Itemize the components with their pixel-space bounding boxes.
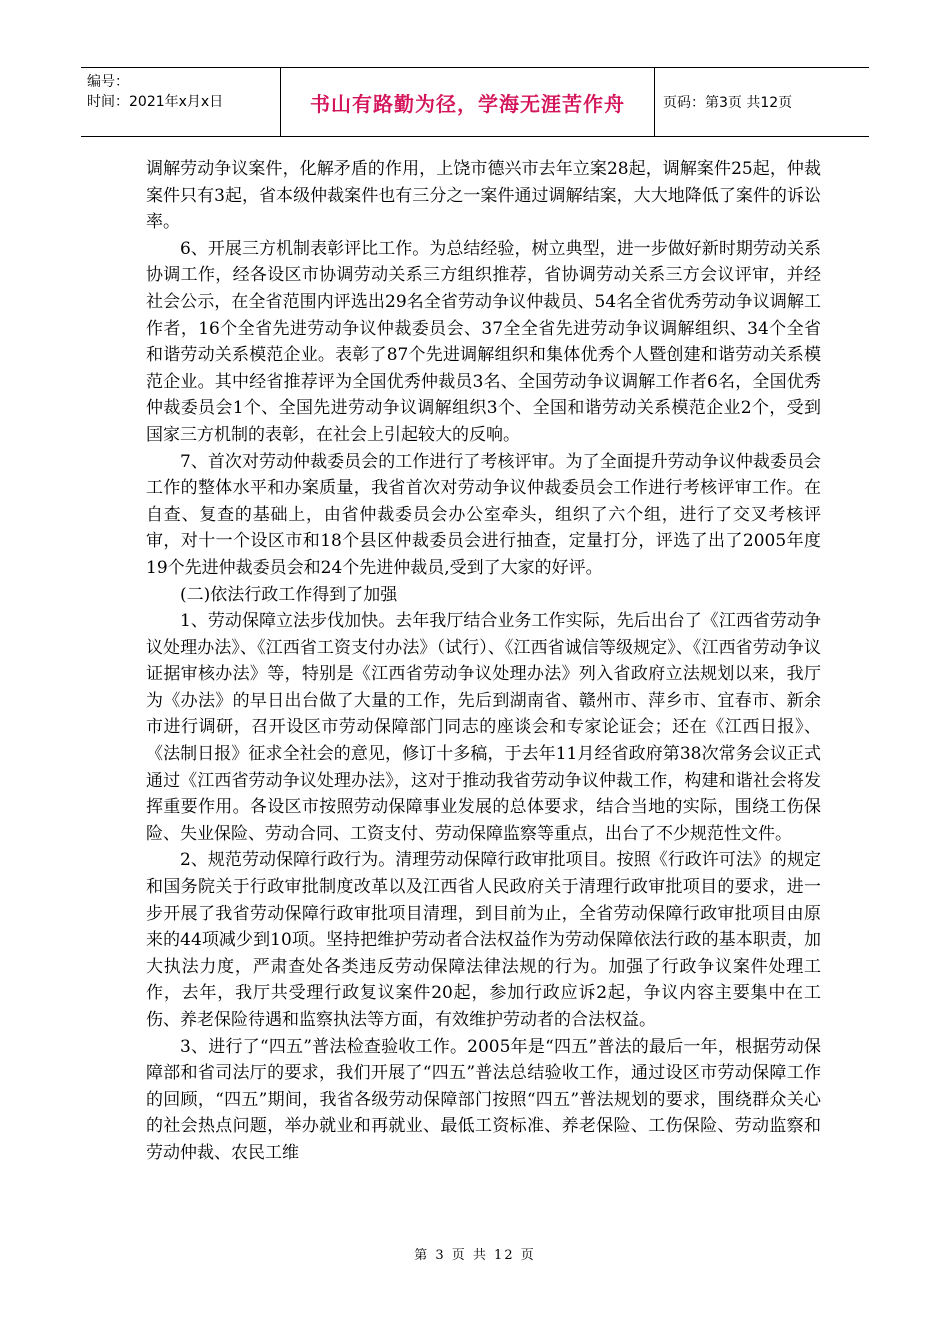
document-body — [146, 156, 821, 1167]
page-header — [81, 67, 869, 137]
paragraph: 7、首次对劳动仲裁委员会的工作进行了考核评审。为了全面提升劳动争议仲裁委员会工作的整体水平和办案质量，我省首次对劳动争议仲裁委员会工作进行考核评审工作。在自查、复查的基础上，由省仲裁委员会办公室牵头，组织了六个组，进行了交叉考核评审，对十一个设区市和18个县区仲裁委员会进行抽查，定量打分，评选了出了2005年度19个先进仲裁委员会和24个先进仲裁员,受到了大家的好评。 — [146, 451, 821, 578]
paragraph: 3、进行了“四五”普法检查验收工作。2005年是“四五”普法的最后一年，根据劳动保障部和省司法厅的要求，我们开展了“四五”普法总结验收工作，通过设区市劳动保障工作的回顾，“四五”期间，我省各级劳动保障部门按照“四五”普法规划的要求，围绕群众关心的社会热点问题，举办就业和再就业、最低工资标准、养老保险、工伤保险、劳动监察和劳动仲裁、农民工维 — [146, 1036, 821, 1163]
paragraph: 2、规范劳动保障行政行为。清理劳动保障行政审批项目。按照《行政许可法》的规定和国务院关于行政审批制度改革以及江西省人民政府关于清理行政审批项目的要求，进一步开展了我省劳动保障行政审批项目清理，到目前为止，全省劳动保障行政审批项目由原来的44项减少到10项。坚持把维护劳动者合法权益作为劳动保障依法行政的基本职责，加大执法力度，严肃查处各类违反劳动保障法律法规的行为。加强了行政争议案件处理工作，去年，我厅共受理行政复议案件20起，参加行政应诉2起，争议内容主要集中在工伤、养老保险待遇和监察执法等方面，有效维护劳动者的合法权益。 — [146, 850, 821, 1030]
header-meta — [81, 68, 281, 136]
page-footer: 第 3 页 共 12 页 — [414, 1248, 536, 1263]
time-label: 时间：2021年x月x日 — [87, 94, 224, 110]
paragraph: 1、劳动保障立法步伐加快。去年我厅结合业务工作实际，先后出台了《江西省劳动争议处理办法》、《江西省工资支付办法》（试行）、《江西省诚信等级规定》、《江西省劳动争议证据审核办法》等，特别是《江西省劳动争议处理办法》列入省政府立法规划以来，我厅为《办法》的早日出台做了大量的工作，先后到湖南省、赣州市、萍乡市、宜春市、新余市进行调研，召开设区市劳动保障部门同志的座谈会和专家论证会；还在《江西日报》、《法制日报》征求全社会的意见，修订十多稿，于去年11月经省政府第38次常务会议正式通过《江西省劳动争议处理办法》，这对于推动我省劳动争议仲裁工作，构建和谐社会将发挥重要作用。各设区市按照劳动保障事业发展的总体要求，结合当地的实际，围绕工伤保险、失业保险、劳动合同、工资支付、劳动保障监察等重点，出台了不少规范性文件。 — [146, 611, 821, 844]
header-slogan: 书山有路勤为径，学海无涯苦作舟 — [281, 68, 655, 136]
paragraph: 调解劳动争议案件，化解矛盾的作用，上饶市德兴市去年立案28起，调解案件25起，仲裁案件只有3起，省本级仲裁案件也有三分之一案件通过调解结案，大大地降低了案件的诉讼率。 — [146, 159, 821, 233]
section-heading: (二)依法行政工作得到了加强 — [180, 584, 398, 605]
code-label: 编号： — [87, 74, 129, 90]
header-page-info: 页码：第3页 共12页 — [663, 95, 793, 111]
paragraph: 6、开展三方机制表彰评比工作。为总结经验，树立典型，进一步做好新时期劳动关系协调工作，经各设区市协调劳动关系三方组织推荐，省协调劳动关系三方会议评审，并经社会公示，在全省范围内评选出29名全省劳动争议仲裁员、54名全省优秀劳动争议调解工作者，16个全省先进劳动争议仲裁委员会、37全全省先进劳动争议调解组织、34个全省和谐劳动关系模范企业。表彰了87个先进调解组织和集体优秀个人暨创建和谐劳动关系模范企业。其中经省推荐评为全国优秀仲裁员3名、全国劳动争议调解工作者6名，全国优秀仲裁委员会1个、全国先进劳动争议调解组织3个、全国和谐劳动关系模范企业2个，受到国家三方机制的表彰，在社会上引起较大的反响。 — [146, 238, 821, 445]
